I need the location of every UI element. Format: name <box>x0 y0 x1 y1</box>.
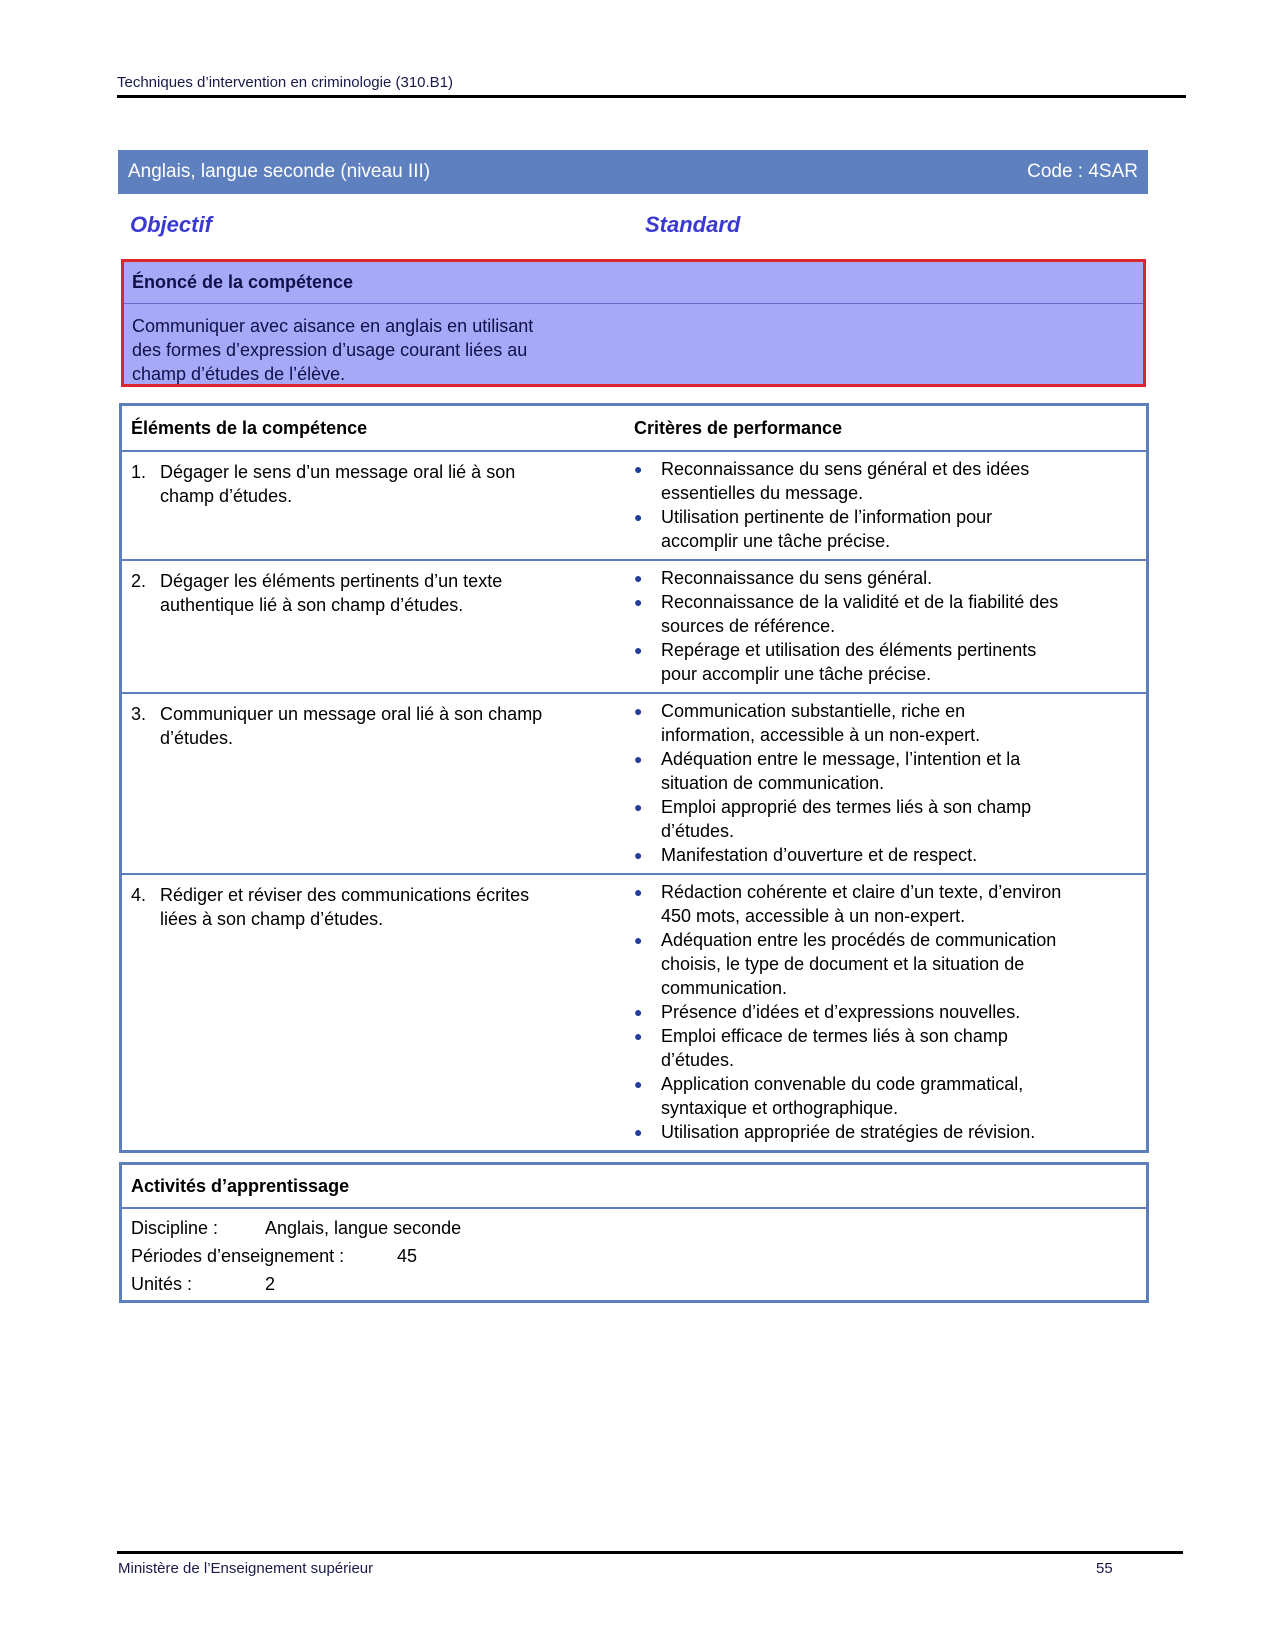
criterion-line: Reconnaissance de la validité et de la fiabilité des <box>661 592 1059 612</box>
footer-ministry: Ministère de l’Enseignement supérieur <box>118 1560 374 1577</box>
criterion-text <box>661 590 1058 638</box>
criterion-text <box>661 1072 1023 1120</box>
criterion-item <box>634 1024 1136 1072</box>
criteria-cell <box>634 875 1146 1150</box>
discipline-row <box>131 1214 1137 1242</box>
bullet-icon: ● <box>634 932 643 948</box>
criterion-line: sources de référence. <box>661 616 836 636</box>
element-cell <box>122 694 634 873</box>
criterion-text <box>661 505 992 553</box>
competency-line: des formes d’expression d’usage courant liées au <box>132 340 528 360</box>
criterion-item <box>634 795 1136 843</box>
element-line: Rédiger et réviser des communications écrites <box>160 885 530 905</box>
bullet-icon: ● <box>634 799 643 815</box>
element-text <box>160 702 625 873</box>
element-line: authentique lié à son champ d’études. <box>160 595 464 615</box>
criterion-line: Présence d’idées et d’expressions nouvelles. <box>661 1002 1021 1022</box>
criterion-line: Utilisation pertinente de l’information pour <box>661 507 993 527</box>
competency-line: champ d’études de l’élève. <box>132 364 346 384</box>
criterion-line: choisis, le type de document et la situation de <box>661 954 1025 974</box>
element-number: 4. <box>131 885 147 905</box>
criterion-line: situation de communication. <box>661 773 885 793</box>
criterion-line: syntaxique et orthographique. <box>661 1098 899 1118</box>
bullet-icon: ● <box>634 884 643 900</box>
course-banner <box>118 150 1148 194</box>
discipline-label: Discipline : <box>131 1218 219 1238</box>
criterion-item <box>634 638 1136 686</box>
criteria-cell <box>634 452 1146 559</box>
criterion-line: communication. <box>661 978 788 998</box>
criterion-text <box>661 843 977 867</box>
criteria-row <box>122 694 1146 875</box>
learning-activities-box <box>119 1162 1149 1303</box>
criterion-item <box>634 457 1136 505</box>
units-label: Unités : <box>131 1274 193 1294</box>
element-number: 3. <box>131 704 147 724</box>
objective-heading: Objectif <box>130 212 212 237</box>
criterion-line: d’études. <box>661 821 735 841</box>
competency-statement-box <box>121 259 1146 387</box>
criterion-line: Reconnaissance du sens général. <box>661 568 933 588</box>
bullet-icon: ● <box>634 594 643 610</box>
periods-value: 45 <box>397 1246 418 1266</box>
criteria-table-header <box>122 406 1146 452</box>
activities-heading: Activités d’apprentissage <box>122 1165 1146 1209</box>
element-text <box>160 569 625 692</box>
criterion-item <box>634 699 1136 747</box>
criterion-line: essentielles du message. <box>661 483 864 503</box>
activities-details <box>122 1209 1146 1303</box>
criterion-line: Communication substantielle, riche en <box>661 701 966 721</box>
criterion-text <box>661 1000 1020 1024</box>
course-title: Anglais, langue seconde (niveau III) <box>128 161 431 182</box>
criterion-item <box>634 505 1136 553</box>
bullet-icon: ● <box>634 751 643 767</box>
criterion-line: Emploi efficace de termes liés à son champ <box>661 1026 1008 1046</box>
criterion-item <box>634 1120 1136 1144</box>
criterion-item <box>634 1000 1136 1024</box>
units-row <box>131 1270 1137 1298</box>
bullet-icon: ● <box>634 847 643 863</box>
criteria-rows <box>122 452 1146 1150</box>
element-number: 2. <box>131 571 147 591</box>
criterion-line: Emploi approprié des termes liés à son champ <box>661 797 1032 817</box>
criterion-line: Application convenable du code grammatical, <box>661 1074 1024 1094</box>
criterion-text <box>661 880 1061 928</box>
criterion-line: pour accomplir une tâche précise. <box>661 664 932 684</box>
element-line: liées à son champ d’études. <box>160 909 384 929</box>
criterion-item <box>634 928 1136 1000</box>
criterion-line: Rédaction cohérente et claire d’un texte, d’environ <box>661 882 1062 902</box>
bullet-icon: ● <box>634 1076 643 1092</box>
element-text <box>160 883 625 1150</box>
element-text <box>160 460 625 559</box>
criterion-line: Reconnaissance du sens général et des idées <box>661 459 1030 479</box>
criteria-cell <box>634 561 1146 692</box>
elements-column-header: Éléments de la compétence <box>131 417 368 438</box>
criteria-row <box>122 875 1146 1150</box>
footer-rule <box>117 1551 1183 1554</box>
element-cell <box>122 561 634 692</box>
criterion-line: Adéquation entre les procédés de communication <box>661 930 1057 950</box>
page-number: 55 <box>1096 1560 1113 1577</box>
criterion-item <box>634 1072 1136 1120</box>
criterion-text <box>661 795 1031 843</box>
criterion-text <box>661 699 980 747</box>
discipline-value: Anglais, langue seconde <box>265 1218 462 1238</box>
criterion-item <box>634 880 1136 928</box>
element-cell <box>122 875 634 1150</box>
competency-heading: Énoncé de la compétence <box>124 262 1143 304</box>
criterion-line: accomplir une tâche précise. <box>661 531 891 551</box>
element-line: d’études. <box>160 728 234 748</box>
criterion-text <box>661 566 932 590</box>
criteria-column-header: Critères de performance <box>634 417 843 438</box>
criterion-line: 450 mots, accessible à un non-expert. <box>661 906 966 926</box>
element-line: Dégager le sens d’un message oral lié à son <box>160 462 516 482</box>
criterion-item <box>634 590 1136 638</box>
bullet-icon: ● <box>634 461 643 477</box>
bullet-icon: ● <box>634 642 643 658</box>
criterion-text <box>661 1024 1008 1072</box>
bullet-icon: ● <box>634 1004 643 1020</box>
header-rule <box>117 95 1186 98</box>
course-code: Code : 4SAR <box>1027 161 1138 182</box>
criteria-row <box>122 561 1146 694</box>
criteria-cell <box>634 694 1146 873</box>
element-number: 1. <box>131 462 147 482</box>
standard-heading: Standard <box>645 212 741 237</box>
criterion-text <box>661 1120 1035 1144</box>
bullet-icon: ● <box>634 1028 643 1044</box>
criterion-line: Repérage et utilisation des éléments pertinents <box>661 640 1037 660</box>
units-value: 2 <box>265 1274 276 1294</box>
criterion-text <box>661 928 1056 1000</box>
criterion-line: Manifestation d’ouverture et de respect. <box>661 845 978 865</box>
bullet-icon: ● <box>634 570 643 586</box>
running-header-program: Techniques d’intervention en criminologie (310.B1) <box>117 74 454 91</box>
criterion-item <box>634 843 1136 867</box>
periods-label: Périodes d’enseignement : <box>131 1246 345 1266</box>
element-cell <box>122 452 634 559</box>
bullet-icon: ● <box>634 1124 643 1140</box>
periods-row <box>131 1242 1137 1270</box>
criterion-text <box>661 638 1036 686</box>
competency-text <box>124 304 604 396</box>
criterion-item <box>634 566 1136 590</box>
criteria-row <box>122 452 1146 561</box>
criterion-line: d’études. <box>661 1050 735 1070</box>
criterion-line: Adéquation entre le message, l’intention et la <box>661 749 1021 769</box>
criterion-line: Utilisation appropriée de stratégies de révision. <box>661 1122 1036 1142</box>
criterion-item <box>634 747 1136 795</box>
criterion-text <box>661 457 1029 505</box>
competency-line: Communiquer avec aisance en anglais en utilisant <box>132 316 534 336</box>
criteria-table <box>119 403 1149 1153</box>
bullet-icon: ● <box>634 703 643 719</box>
bullet-icon: ● <box>634 509 643 525</box>
element-line: Communiquer un message oral lié à son champ <box>160 704 543 724</box>
element-line: champ d’études. <box>160 486 293 506</box>
element-line: Dégager les éléments pertinents d’un texte <box>160 571 503 591</box>
criterion-line: information, accessible à un non-expert. <box>661 725 981 745</box>
criterion-text <box>661 747 1020 795</box>
